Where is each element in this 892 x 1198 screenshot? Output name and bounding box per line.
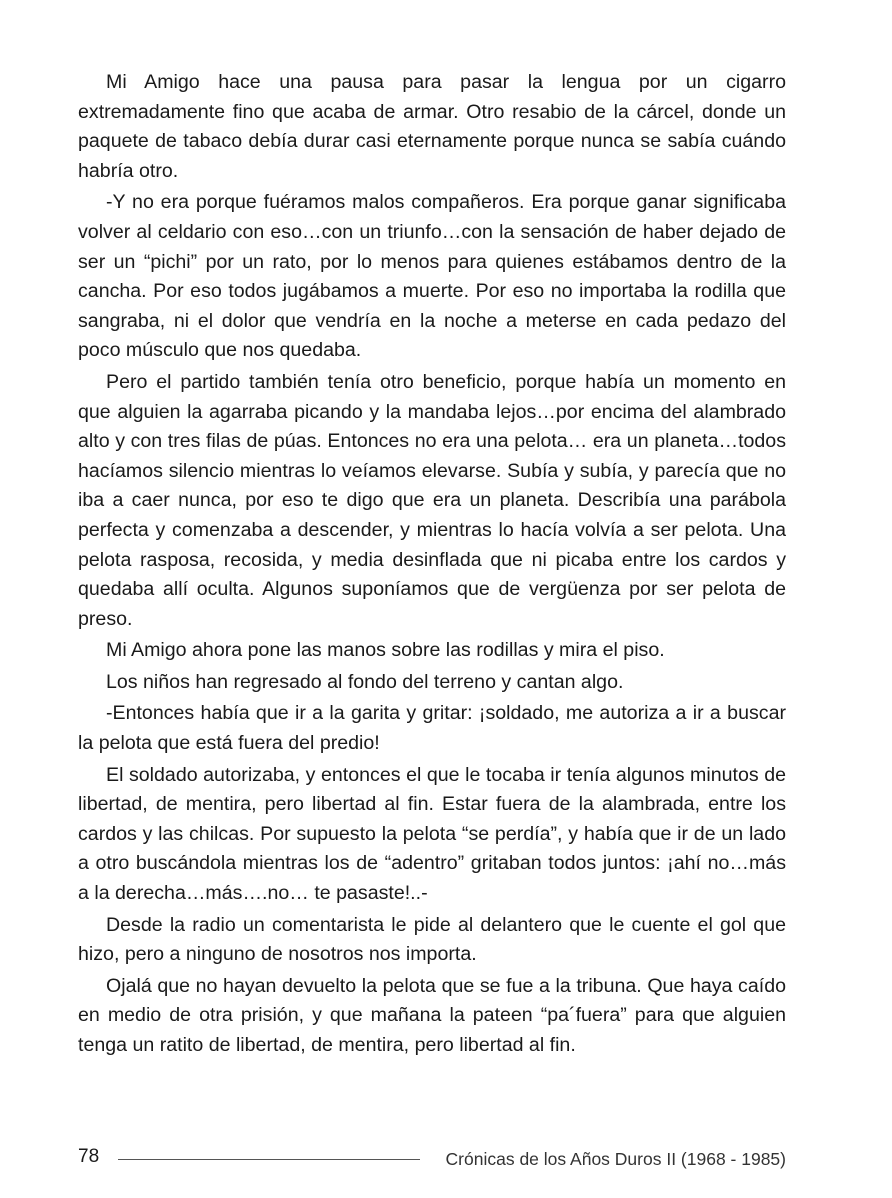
paragraph: El soldado autorizaba, y entonces el que le tocaba ir tenía algunos minutos de libertad, de mentira, pero libertad al fin. Estar fuera de la alambrada, entre los cardos y las chilcas. Por supuesto la pelota “se perdía”, y había que ir de un lado a otro buscándola mientras los de “adentro” gritaban todos juntos: ¡ahí no…más a la derecha…más….no… te pasaste!..- — [78, 763, 786, 905]
paragraph: -Entonces había que ir a la garita y gritar: ¡soldado, me autoriza a ir a buscar la pelota que está fuera del predio! — [78, 702, 786, 755]
page-footer — [78, 1144, 786, 1174]
paragraph: Los niños han regresado al fondo del terreno y cantan algo. — [106, 670, 624, 693]
paragraph: Desde la radio un comentarista le pide al delantero que le cuente el gol que hizo, pero a ninguno de nosotros nos importa. — [78, 913, 786, 966]
paragraph: Mi Amigo ahora pone las manos sobre las rodillas y mira el piso. — [106, 639, 665, 662]
footer-divider — [118, 1159, 420, 1160]
paragraph: -Y no era porque fuéramos malos compañeros. Era porque ganar significaba volver al celdario con eso…con un triunfo…con la sensación de haber dejado de ser un “pichi” por un rato, por lo menos para quienes estábamos dentro de la cancha. Por eso todos jugábamos a muerte. Por eso no importaba la rodilla que sangraba, ni el dolor que vendría en la noche a meterse en cada pedazo del poco músculo que nos quedaba. — [78, 191, 786, 362]
page-number: 78 — [78, 1146, 100, 1167]
book-title: Crónicas de los Años Duros II (1968 - 1985) — [445, 1149, 786, 1169]
paragraph: Ojalá que no hayan devuelto la pelota que se fue a la tribuna. Que haya caído en medio de otra prisión, y que mañana la pateen “pa´fuera” para que alguien tenga un ratito de libertad, de mentira, pero libertad al fin. — [78, 974, 786, 1056]
page-body — [78, 68, 786, 1063]
paragraph: Mi Amigo hace una pausa para pasar la lengua por un cigarro extremadamente fino que acaba de armar. Otro resabio de la cárcel, donde un paquete de tabaco debía durar casi eternamente porque nunca se sabía cuándo habría otro. — [78, 71, 786, 182]
paragraph: Pero el partido también tenía otro beneficio, porque había un momento en que alguien la agarraba picando y la mandaba lejos…por encima del alambrado alto y con tres filas de púas. Entonces no era una pelota… era un planeta…todos hacíamos silencio mientras lo veíamos elevarse. Subía y subía, y parecía que no iba a caer nunca, por eso te digo que era un planeta. Describía una parábola perfecta y comenzaba a descender, y mientras lo hacía volvía a ser pelota. Una pelota rasposa, recosida, y media desinflada que ni picaba entre los cardos y quedaba allí oculta. Algunos suponíamos que de vergüenza por ser pelota de preso. — [78, 370, 786, 630]
